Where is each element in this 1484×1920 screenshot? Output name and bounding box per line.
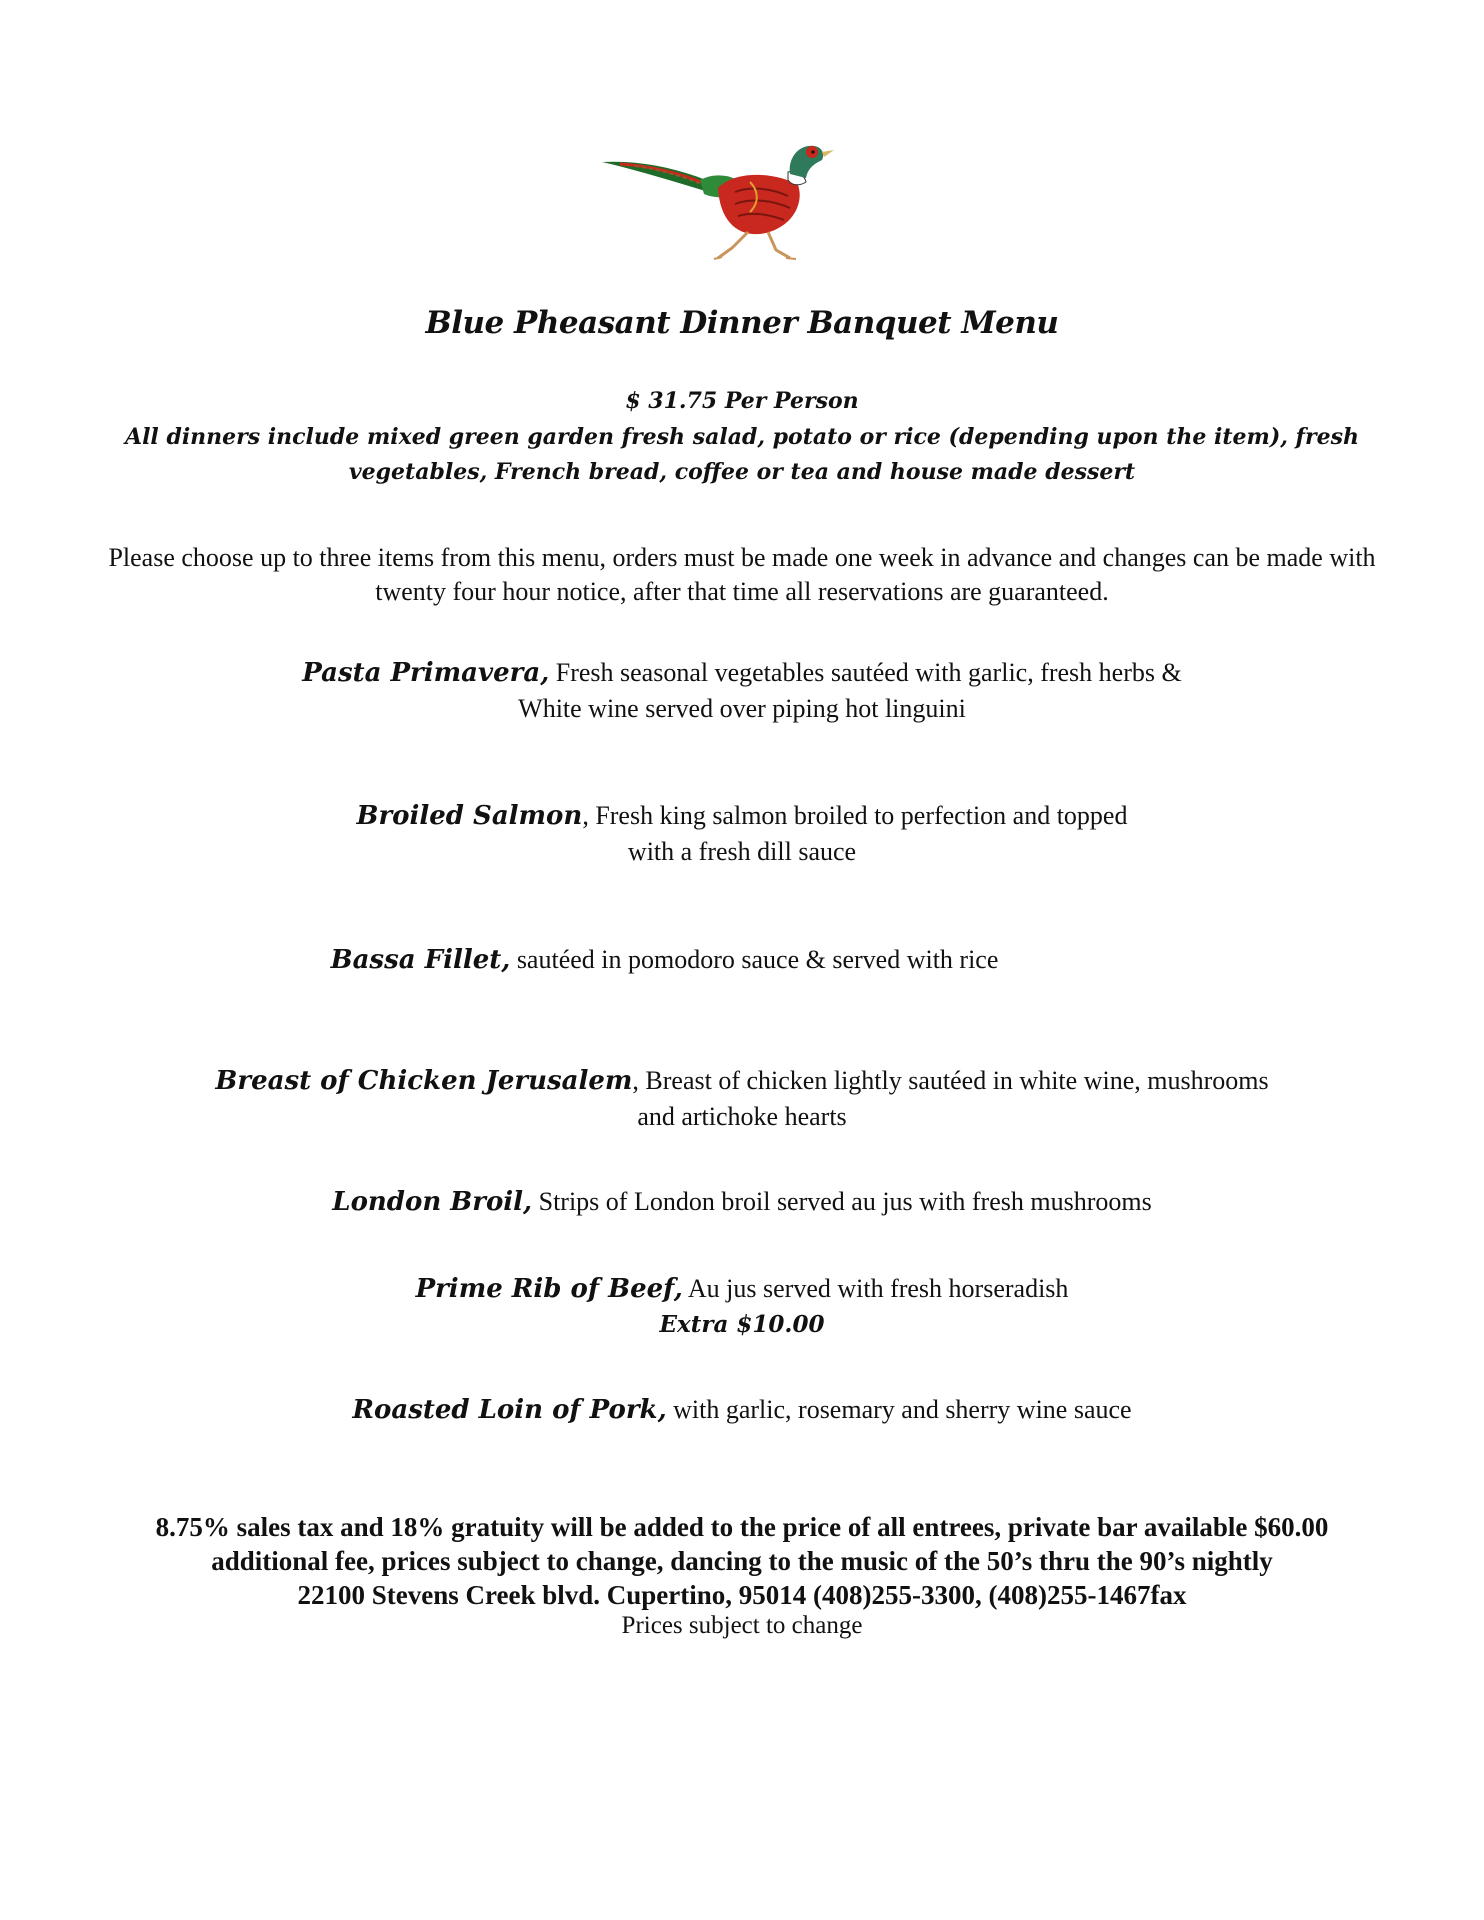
price-amount: $ 31.75: [625, 388, 718, 414]
item-description-cont: with a fresh dill sauce: [627, 837, 857, 866]
item-description: , Fresh king salmon broiled to perfection and topped: [582, 801, 1128, 830]
footer-line: 8.75% sales tax and 18% gratuity will be added to the price of all entrees, private bar available $60.00: [155, 1512, 1329, 1542]
item-name: Bassa Fillet,: [330, 945, 511, 975]
menu-item-chicken-jerusalem: [0, 1063, 1484, 1134]
item-name: Prime Rib of Beef,: [415, 1274, 683, 1304]
item-name: Breast of Chicken Jerusalem: [215, 1066, 633, 1096]
item-description-cont: White wine served over piping hot linguini: [518, 694, 966, 723]
instructions-text: Please choose up to three items from this menu, orders must be made one week in advance and changes can be made with twenty four hour notice, after that time all reservations are guaranteed.: [108, 543, 1376, 606]
item-name: Broiled Salmon: [356, 801, 583, 831]
item-description: Strips of London broil served au jus with fresh mushrooms: [532, 1187, 1152, 1216]
pheasant-icon: [600, 130, 840, 265]
menu-item-pasta-primavera: [0, 655, 1484, 726]
item-description: Au jus served with fresh horseradish: [682, 1274, 1069, 1303]
footer-terms: [80, 1510, 1404, 1612]
footer-line: additional fee, prices subject to change, dancing to the music of the 50’s thru the 90’s nightly: [211, 1546, 1273, 1576]
footer-address: 22100 Stevens Creek blvd. Cupertino, 95014 (408)255-3300, (408)255-1467fax: [297, 1580, 1187, 1610]
item-description: sautéed in pomodoro sauce & served with rice: [510, 945, 999, 974]
page-title: Blue Pheasant Dinner Banquet Menu: [425, 305, 1059, 341]
item-extra-price: Extra $10.00: [659, 1311, 825, 1338]
price-per-person: [0, 388, 1484, 414]
includes-text: All dinners include mixed green garden fresh salad, potato or rice (depending upon the item), fresh vegetables, French bread, coffee or tea and house made dessert: [125, 424, 1359, 485]
menu-item-roasted-pork: [0, 1392, 1484, 1428]
menu-item-prime-rib: [0, 1271, 1484, 1342]
footer-note: Prices subject to change: [621, 1612, 863, 1639]
item-description-cont: and artichoke hearts: [637, 1102, 847, 1131]
item-name: London Broil,: [332, 1187, 533, 1217]
menu-item-bassa-fillet: [0, 942, 1484, 978]
menu-item-broiled-salmon: [0, 798, 1484, 869]
item-name: Roasted Loin of Pork,: [352, 1395, 667, 1425]
item-description: Fresh seasonal vegetables sautéed with garlic, fresh herbs &: [549, 658, 1182, 687]
price-unit: Per Person: [724, 388, 859, 414]
item-description: with garlic, rosemary and sherry wine sauce: [666, 1395, 1132, 1424]
item-name: Pasta Primavera,: [302, 658, 550, 688]
item-description: , Breast of chicken lightly sautéed in white wine, mushrooms: [632, 1066, 1269, 1095]
menu-item-london-broil: [0, 1184, 1484, 1220]
